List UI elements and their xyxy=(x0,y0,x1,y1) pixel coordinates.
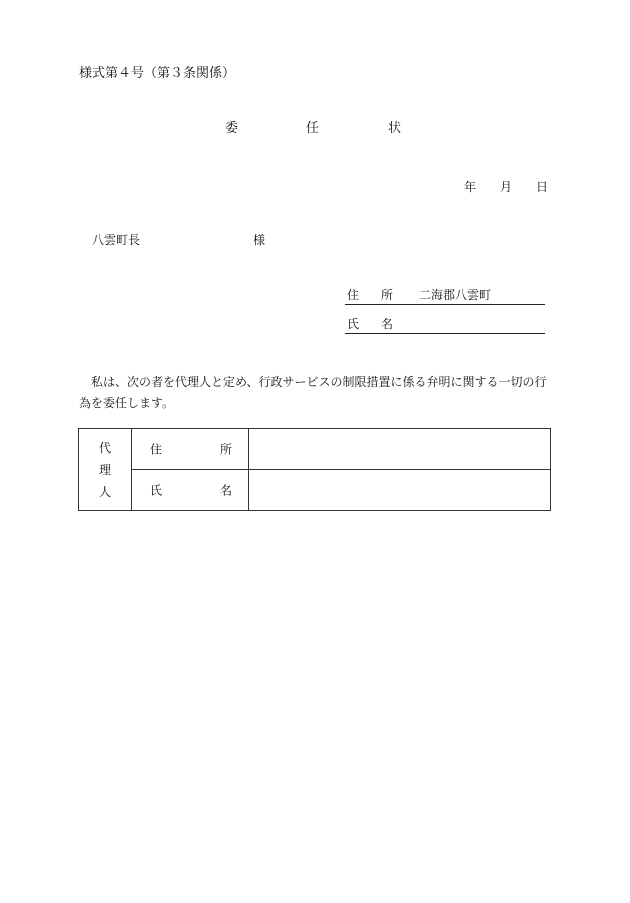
agent-address-label-cell xyxy=(132,429,249,470)
address-field[interactable] xyxy=(345,289,545,305)
address-label-a: 住 xyxy=(347,288,360,302)
document-title xyxy=(0,122,630,136)
agent-name-value-cell[interactable] xyxy=(249,470,551,511)
title-char: 状 xyxy=(388,121,402,136)
body-text: 私は、次の者を代理人と定め、行政サービスの制限措置に係る弁明に関する一切の行為を委任します。 xyxy=(79,375,547,410)
date-day-label: 日 xyxy=(536,180,549,194)
title-char: 任 xyxy=(306,121,320,136)
honorific: 様 xyxy=(253,233,266,247)
agent-name-label-b: 名 xyxy=(220,483,233,498)
name-label-a: 氏 xyxy=(347,317,360,331)
form-number: 様式第４号（第３条関係） xyxy=(79,66,236,81)
name-label-b: 名 xyxy=(381,317,394,331)
agent-header-char: 人 xyxy=(98,484,111,499)
agent-address-label-a: 住 xyxy=(150,442,163,457)
agent-header-char: 代 xyxy=(98,440,111,455)
agent-address-label-b: 所 xyxy=(220,442,233,457)
title-char: 委 xyxy=(225,121,239,136)
table-row xyxy=(79,429,551,470)
addressee: 八雲町長 xyxy=(92,233,141,247)
table-row xyxy=(79,470,551,511)
address-label-b: 所 xyxy=(381,288,394,302)
agent-header-char: 理 xyxy=(98,462,111,477)
date-year-label: 年 xyxy=(464,180,477,194)
name-field[interactable] xyxy=(345,318,545,334)
agent-name-label-cell xyxy=(132,470,249,511)
agent-name-label-a: 氏 xyxy=(150,483,163,498)
agent-table xyxy=(78,428,551,511)
address-value: 二海郡八雲町 xyxy=(419,288,492,302)
date-month-label: 月 xyxy=(500,180,513,194)
agent-address-value-cell[interactable] xyxy=(249,429,551,470)
agent-header-cell xyxy=(79,429,132,511)
